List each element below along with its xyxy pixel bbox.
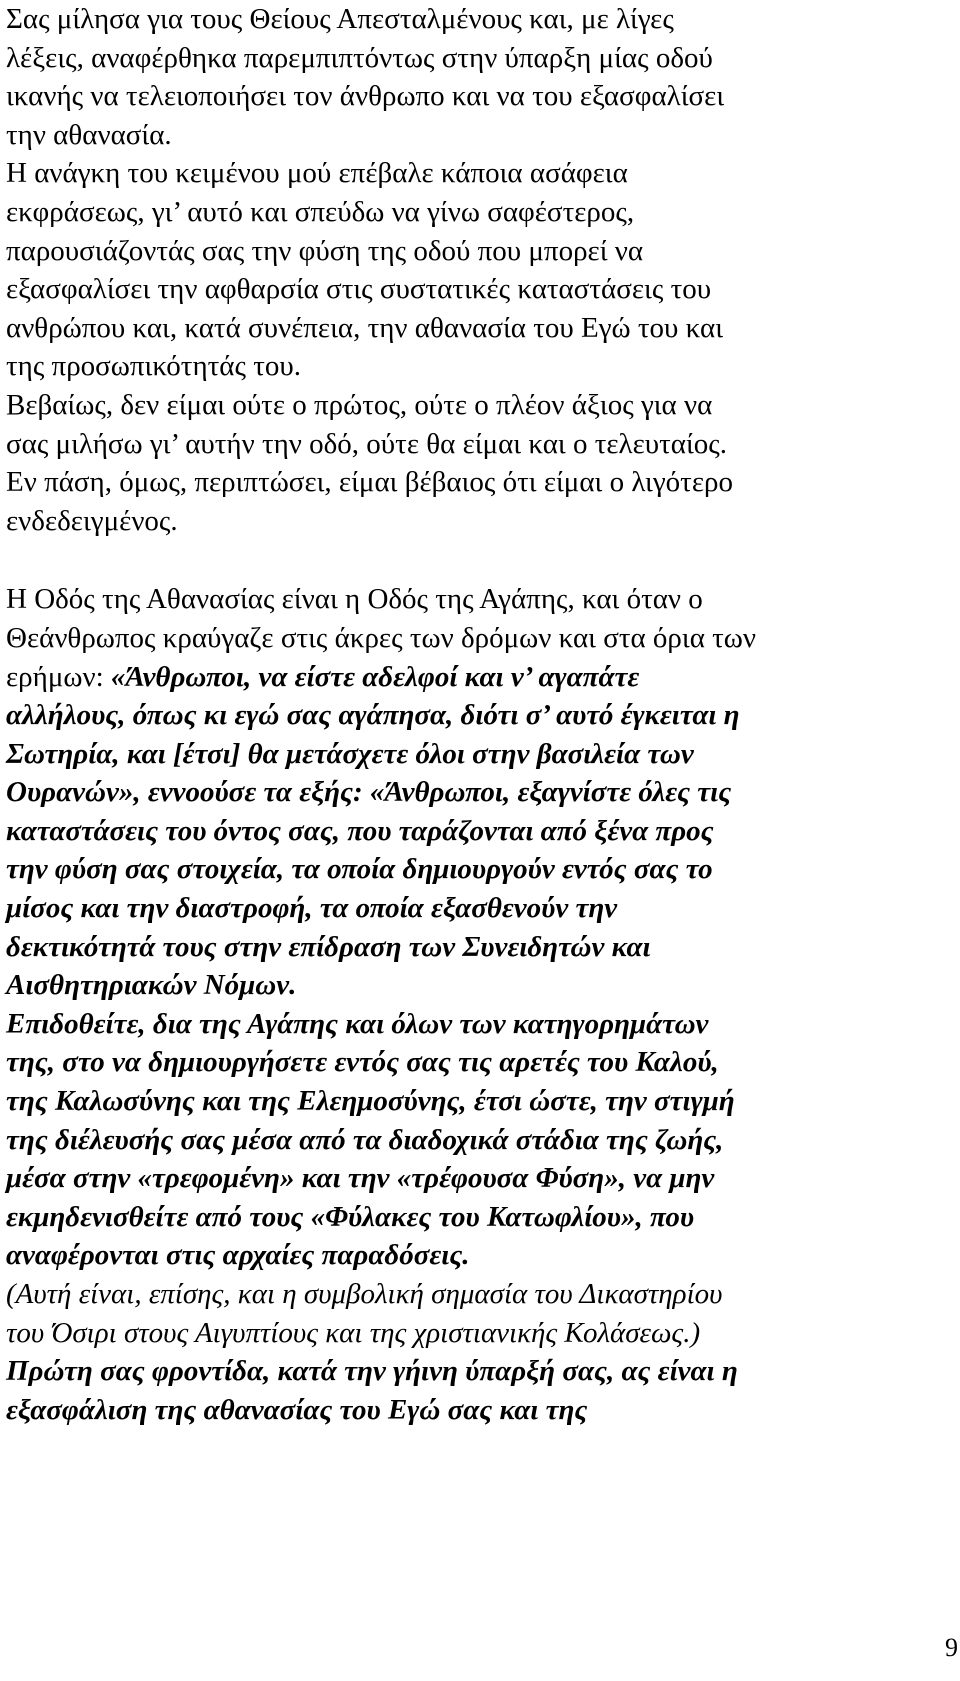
quote-line: αναφέρονται στις αρχαίες παραδόσεις.: [6, 1239, 470, 1272]
text-line: Θεάνθρωπος κραύγαζε στις άκρες των δρόμων και στα όρια των: [6, 621, 756, 654]
text-line: της προσωπικότητάς του.: [6, 350, 301, 383]
text-line: Σας μίλησα για τους Θείους Απεσταλμένους και, με λίγες: [6, 3, 674, 35]
quote-line: εξασφάλιση της αθανασίας του Εγώ σας και της: [6, 1393, 588, 1426]
quote-line: αλλήλους, όπως κι εγώ σας αγάπησα, διότι σ’ αυτό έγκειται η: [6, 699, 740, 732]
paragraph-gap: [6, 540, 956, 580]
text-line: εκφράσεως, γι’ αυτό και σπεύδω να γίνω σαφέστερος,: [6, 195, 635, 228]
text-line: ανθρώπου και, κατά συνέπεια, την αθανασία του Εγώ του και: [6, 311, 723, 344]
quote-line: Πρώτη σας φροντίδα, κατά την γήινη ύπαρξή σας, ας είναι η: [6, 1355, 738, 1388]
quote-line: δεκτικότητά τους στην επίδραση των Συνειδητών και: [6, 930, 651, 963]
text-line: λέξεις, αναφέρθηκα παρεμπιπτόντως στην ύπαρξη μίας οδού: [6, 41, 713, 74]
quote-text: «Άνθρωποι, εξαγνίστε όλες τις: [369, 776, 732, 809]
note-line: (Αυτή είναι, επίσης, και η συμβολική σημασία του Δικαστηρίου: [6, 1278, 723, 1310]
text-line: [6, 658, 956, 697]
text-line: Βεβαίως, δεν είμαι ούτε ο πρώτος, ούτε ο πλέον άξιος για να: [6, 388, 713, 421]
text-line: Η ανάγκη του κειμένου μού επέβαλε κάποια ασάφεια: [6, 157, 628, 190]
quote-line: καταστάσεις του όντος σας, που ταράζονται από ξένα προς: [6, 814, 714, 847]
text-line: σας μιλήσω γι’ αυτήν την οδό, ούτε θα είμαι και ο τελευταίος.: [6, 427, 728, 460]
quote-line: Σωτηρία, και [έτσι] θα μετάσχετε όλοι στην βασιλεία των: [6, 737, 694, 770]
text-plain: , εννοούσε τα εξής:: [133, 776, 370, 809]
quote-text: «Άνθρωποι, να είστε αδελφοί και ν’ αγαπάτε: [110, 660, 640, 693]
text-line: [6, 773, 956, 812]
quote-line: εκμηδενισθείτε από τους «Φύλακες του Κατωφλίου», που: [6, 1200, 695, 1233]
quote-line: μίσος και την διαστροφή, τα οποία εξασθενούν την: [6, 892, 618, 925]
quote-line: μέσα στην «τρεφομένη» και την «τρέφουσα Φύση», να μην: [6, 1162, 715, 1195]
quote-line: της Καλωσύνης και της Ελεημοσύνης, έτσι ώστε, την στιγμή: [6, 1085, 735, 1118]
text-line: Εν πάση, όμως, περιπτώσει, είμαι βέβαιος ότι είμαι ο λιγότερο: [6, 466, 733, 499]
quote-line: Αισθητηριακών Νόμων.: [6, 969, 297, 1002]
quote-text: Ουρανών»: [6, 776, 134, 809]
intro-paragraph: [6, 0, 956, 540]
text-line: ικανής να τελειοποιήσει τον άνθρωπο και να του εξασφαλίσει: [6, 80, 725, 113]
document-page: [6, 0, 956, 1429]
text-line: παρουσιάζοντάς σας την φύση της οδού που μπορεί να: [6, 234, 644, 267]
text-line: Η Οδός της Αθανασίας είναι η Οδός της Αγάπης, και όταν ο: [6, 583, 703, 616]
note-line: του Όσιρι στους Αιγυπτίους και της χριστιανικής Κολάσεως.): [6, 1316, 701, 1349]
quote-line: της διέλευσής σας μέσα από τα διαδοχικά στάδια της ζωής,: [6, 1123, 724, 1156]
text-line: την αθανασία.: [6, 118, 172, 151]
text-line: ενδεδειγμένος.: [6, 504, 178, 537]
main-paragraph: [6, 580, 956, 1429]
text-plain: ερήμων:: [6, 660, 111, 693]
page-number: 9: [945, 1633, 958, 1662]
quote-line: την φύση σας στοιχεία, τα οποία δημιουργούν εντός σας το: [6, 853, 713, 886]
quote-line: της, στο να δημιουργήσετε εντός σας τις αρετές του Καλού,: [6, 1046, 719, 1079]
text-line: εξασφαλίσει την αφθαρσία στις συστατικές καταστάσεις του: [6, 273, 712, 306]
quote-line: Επιδοθείτε, δια της Αγάπης και όλων των κατηγορημάτων: [6, 1007, 709, 1040]
